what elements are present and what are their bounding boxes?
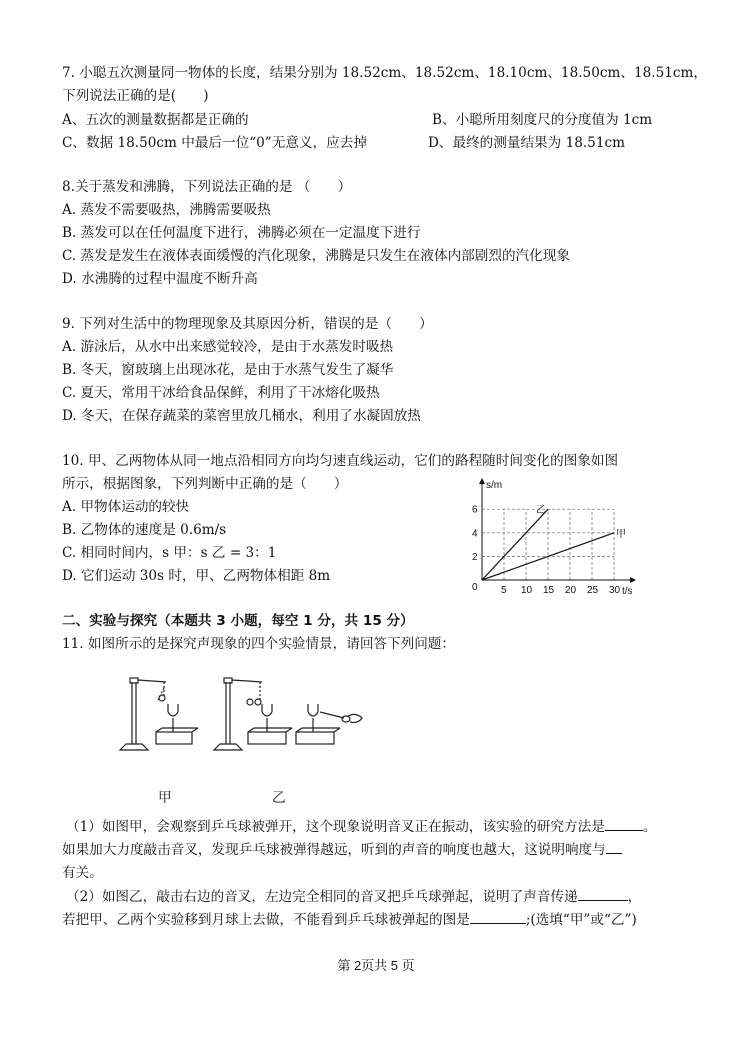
graph-gridlines [482,509,614,580]
q11-part1-end1: 。 [642,819,657,835]
q11-part2-line1 [66,888,641,906]
q7-option-a: A、五次的测量数据都是正确的 [62,112,249,128]
q9-option-b: B. 冬天，窗玻璃上出现冰花，是由于水蒸气发生了凝华 [62,362,394,378]
y-axis-label: s/m [486,480,503,491]
q11-part1-line3: 有关。 [62,865,103,881]
answer-blank-3[interactable] [578,888,628,901]
q8-option-d: D. 水沸腾的过程中温度不断升高 [62,271,258,287]
q10-option-c: C. 相同时间内，s 甲：s 乙 = 3：1 [62,545,277,561]
q11-part1-line2 [62,841,622,859]
series-label-yi: 乙 [536,505,546,517]
x-tick-label: 10 [521,585,533,596]
q7-stem-line1: 7. 小聪五次测量同一物体的长度，结果分别为 18.52cm、18.52cm、18.10cm、18.50cm、18.51cm， [62,65,707,81]
q9-option-d: D. 冬天，在保存蔬菜的菜窖里放几桶水，利用了水凝固放热 [62,408,421,424]
q11-part2-text1: （2）如图乙，敲击右边的音叉，左边完全相同的音叉把乒乓球弹起，说明了声音传递 [66,889,578,905]
caption-jia: 甲 [158,790,172,806]
x-tick-label: 25 [587,585,599,596]
y-tick-label: 4 [472,528,478,540]
q7-option-c: C、数据 18.50cm 中最后一位“0”无意义，应去掉 [62,135,367,151]
y-tick-label: 2 [472,551,478,563]
x-tick-label: 30 [609,585,621,596]
q7-stem-line2: 下列说法正确的是( ) [62,88,209,104]
section-heading: 二、实验与探究（本题共 3 小题，每空 1 分，共 15 分） [62,613,414,629]
answer-blank-1[interactable] [605,818,643,831]
q8-stem: 8.关于蒸发和沸腾，下列说法正确的是 （ ） [62,179,352,195]
q11-part2-end2: ;(选填“甲”或“乙”) [525,912,637,928]
q11-part1-line1 [66,818,656,836]
origin-label: 0 [472,582,478,593]
q8-option-a: A. 蒸发不需要吸热，沸腾需要吸热 [62,202,271,218]
q10-option-d: D. 它们运动 30s 时，甲、乙两物体相距 8m [62,568,331,584]
q11-stem: 11. 如图所示的是探究声现象的四个实验情景，请回答下列问题： [62,636,455,652]
x-tick-label: 5 [501,585,507,596]
graph-axes [479,478,636,583]
q9-option-a: A. 游泳后，从水中出来感觉较冷，是由于水蒸发时吸热 [62,339,394,355]
series-line-yi [482,509,548,580]
q9-stem: 9. 下列对生活中的物理现象及其原因分析，错误的是（ ） [62,316,433,332]
q7-option-b: B、小聪所用刻度尺的分度值为 1cm [432,112,653,128]
q11-part2-end1: ， [627,889,642,905]
setup-yi-drawing [214,678,362,750]
q7-option-d: D、最终的测量结果为 18.51cm [428,135,625,151]
q11-part2-line2 [62,911,637,929]
q9-option-c: C. 夏天，常用干冰给食品保鲜，利用了干冰熔化吸热 [62,385,380,401]
tuning-fork-apparatus [112,672,372,756]
setup-jia-drawing [120,678,198,750]
q10-option-b: B. 乙物体的速度是 0.6m/s [62,522,227,538]
q10-stem-line2: 所示，根据图象，下列判断中正确的是（ ） [62,476,348,492]
x-tick-label: 20 [565,585,577,596]
s-t-graph [462,476,642,600]
page-footer: 第 2页共 5 页 [337,958,415,973]
q11-part1-text1: （1）如图甲，会观察到乒乓球被弹开，这个现象说明音叉正在振动，该实验的研究方法是 [66,819,605,835]
series-label-jia: 甲 [616,528,626,540]
answer-blank-2[interactable] [606,841,622,854]
x-axis-label: t/s [622,586,633,597]
x-tick-label: 15 [543,585,555,596]
q8-option-c: C. 蒸发是发生在液体表面缓慢的汽化现象，沸腾是只发生在液体内部剧烈的汽化现象 [62,248,570,264]
q10-stem-line1: 10. 甲、乙两物体从同一地点沿相同方向均匀速直线运动，它们的路程随时间变化的图象如图 [62,453,619,469]
answer-blank-4[interactable] [470,911,526,924]
y-tick-label: 6 [472,504,478,516]
q11-part2-text2: 若把甲、乙两个实验移到月球上去做，不能看到乒乓球被弹起的图是 [62,912,470,928]
q11-part1-text2: 如果加大力度敲击音叉，发现乒乓球被弹得越远，听到的声音的响度也越大，这说明响度与 [62,842,606,858]
caption-yi: 乙 [272,790,286,806]
q10-option-a: A. 甲物体运动的较快 [62,499,190,515]
q8-option-b: B. 蒸发可以在任何温度下进行，沸腾必须在一定温度下进行 [62,225,421,241]
